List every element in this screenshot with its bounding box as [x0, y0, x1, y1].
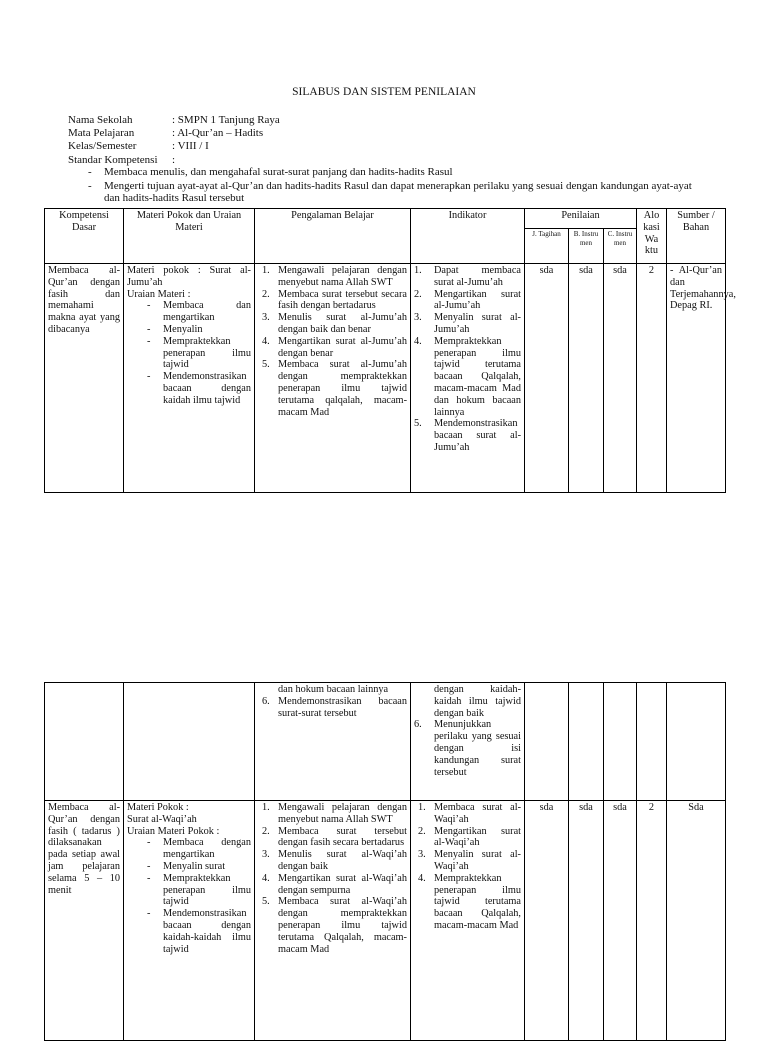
- row1-sumber: - Al-Qur’an dan Terjemahannya, Depag RI.: [667, 264, 726, 493]
- header-sumber: Sumber / Bahan: [667, 209, 726, 264]
- info-row-standard: Standar Kompetensi :: [68, 154, 176, 166]
- header-materi: Materi Pokok dan Uraian Materi: [124, 209, 255, 264]
- row2-kompetensi: Membaca al-Qur’an dengan fasih ( tadarus ) dilaksanakan pada setiap awal jam pelajaran selama 5 – 10 menit: [45, 801, 124, 1041]
- header-indikator: Indikator: [411, 209, 525, 264]
- cont-indikator: dengan kaidah-kaidah ilmu tajwid dengan baik 6. Menunjukkan perilaku yang sesuai dengan isi kandungan surat tersebut: [411, 683, 525, 801]
- row1-j: sda: [525, 264, 569, 493]
- header-b-instrumen: B. Instru men: [569, 229, 604, 264]
- row2-alokasi: 2: [637, 801, 667, 1041]
- row1-indikator: 1. Dapat membaca surat al-Jumu’ah 2. Mengartikan surat al-Jumu’ah 3. Menyalin surat al-Jumu’ah 4. Mempraktekkan penerapan ilmu tajwid terutama bacaan Qalqalah, macam-macam Mad dan hokum bacaan lainnya 5. Mendemonstrasikan bacaan surat al-Jumu’ah: [411, 264, 525, 493]
- header-c-instrumen: C. Instru men: [604, 229, 637, 264]
- row1-kompetensi: Membaca al-Qur’an dengan fasih dan memahami makna ayat yang dibacanya: [45, 264, 124, 493]
- row1-pengalaman: 1. Mengawali pelajaran dengan menyebut nama Allah SWT 2. Membaca surat tersebut secara fasih dengan bertadarus 3. Menulis surat al-Jumu’ah dengan baik dan benar 4. Mengartikan surat al-Jumu’ah dengan benar 5. Membaca surat al-Jumu’ah dengan mempraktekkan penerapan ilmu tajwid terutama qalqalah, macam-macam Mad: [255, 264, 411, 493]
- header-kompetensi: Kompetensi Dasar: [45, 209, 124, 264]
- row1-c: sda: [604, 264, 637, 493]
- cont-pengalaman: dan hokum bacaan lainnya 6. Mendemonstrasikan bacaan surat-surat tersebut: [255, 683, 411, 801]
- header-penilaian: Penilaian: [525, 209, 637, 229]
- info-row-class: Kelas/Semester : VIII / I: [68, 140, 209, 152]
- row1-materi: Materi pokok : Surat al-Jumu’ah Uraian Materi : - Membaca dan mengartikan - Menyalin - Mempraktekkan penerapan ilmu tajwid - Mendemonstrasikan bacaan dengan kaidah ilmu tajwid: [124, 264, 255, 493]
- row2-j: sda: [525, 801, 569, 1041]
- row2-sumber: Sda: [667, 801, 726, 1041]
- header-alokasi: Alo kasi Wa ktu: [637, 209, 667, 264]
- header-j-tagihan: J. Tagihan: [525, 229, 569, 264]
- row1-alokasi: 2: [637, 264, 667, 493]
- row2-b: sda: [569, 801, 604, 1041]
- header-pengalaman: Pengalaman Belajar: [255, 209, 411, 264]
- standard-item: - Mengerti tujuan ayat-ayat al-Qur’an dan hadits-hadits Rasul dan dapat menerapkan perilaku yang sesuai dengan kandungan ayat-ayat dan hadits-hadits Rasul tersebut: [88, 180, 692, 204]
- row2-c: sda: [604, 801, 637, 1041]
- row1-b: sda: [569, 264, 604, 493]
- info-row-subject: Mata Pelajaran : Al-Qur’an – Hadits: [68, 127, 264, 139]
- syllabus-table-2: [44, 682, 726, 1041]
- row2-pengalaman: 1. Mengawali pelajaran dengan menyebut nama Allah SWT 2. Membaca surat tersebut dengan fasih secara bertadarus 3. Menulis surat al-Waqi’ah dengan baik 4. Mengartikan surat al-Waqi’ah dengan sempurna 5. Membaca surat al-Waqi’ah dengan mempraktekkan penerapan ilmu tajwid terutama Qalqalah, macam-macam Mad: [255, 801, 411, 1041]
- syllabus-table-1: [44, 208, 736, 493]
- row2-materi: Materi Pokok : Surat al-Waqi’ah Uraian Materi Pokok : - Membaca dengan mengartikan - Menyalin surat - Mempraktekkan penerapan ilmu tajwid - Mendemonstrasikan bacaan dengan kaidah-kaidah ilmu tajwid: [124, 801, 255, 1041]
- standard-item: - Membaca menulis, dan mengahafal surat-surat panjang dan hadits-hadits Rasul: [88, 166, 453, 178]
- info-row-school: Nama Sekolah : SMPN 1 Tanjung Raya: [68, 114, 280, 126]
- page-title: SILABUS DAN SISTEM PENILAIAN: [292, 86, 476, 98]
- row2-indikator: 1. Membaca surat al-Waqi’ah 2. Mengartikan surat al-Waqi’ah 3. Menyalin surat al-Waqi’ah 4. Mempraktekkan penerapan ilmu tajwid terutama bacaan Qalqalah, macam-macam Mad: [411, 801, 525, 1041]
